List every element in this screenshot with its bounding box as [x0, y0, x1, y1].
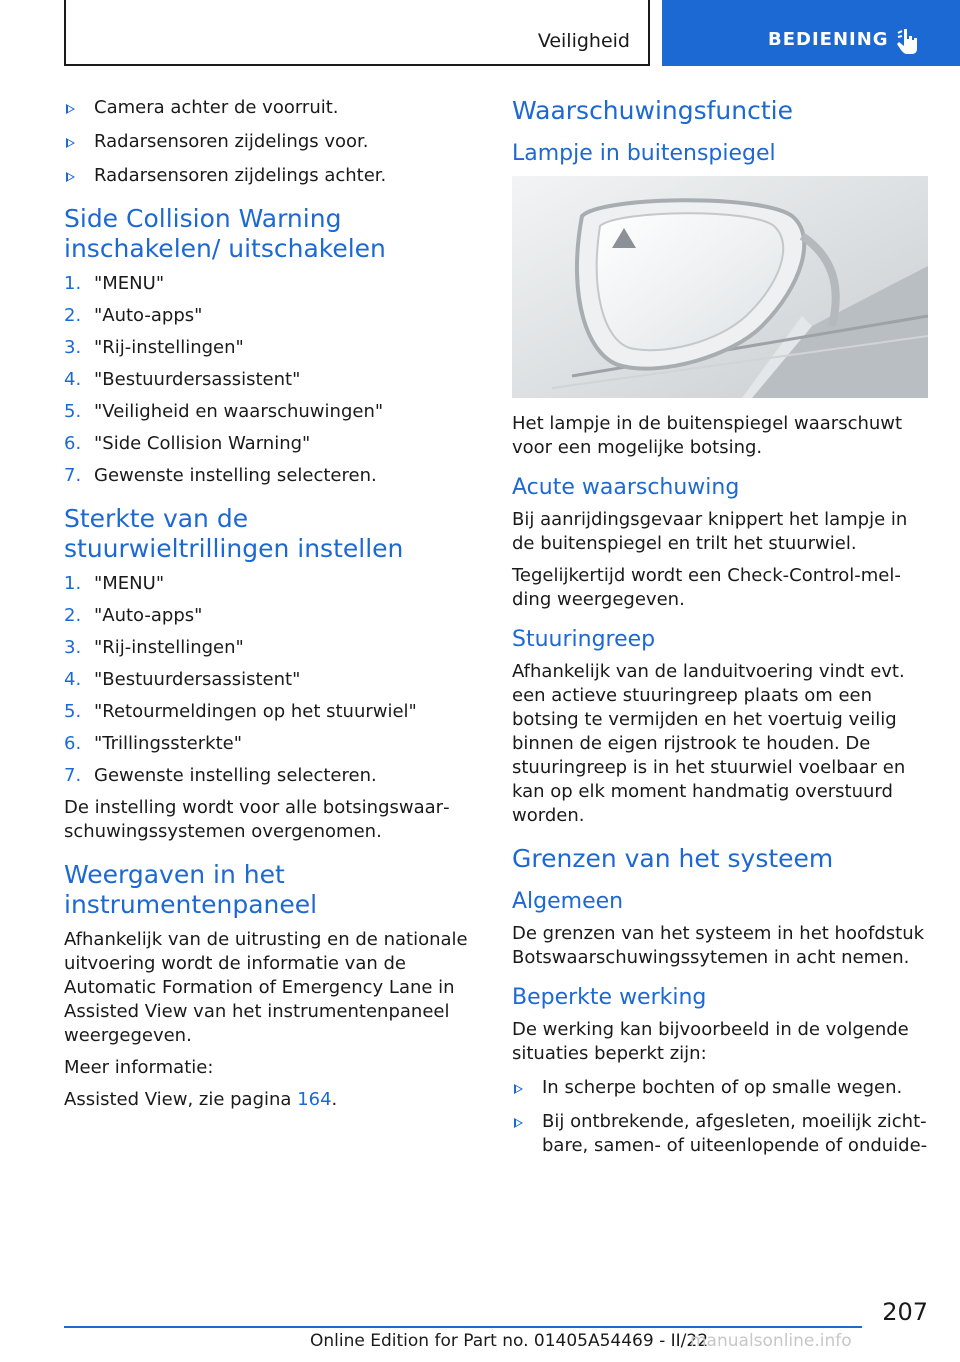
- subsection-heading: Stuuringreep: [512, 627, 656, 652]
- header-chapter-box: [662, 0, 960, 66]
- list-item: 7. Gewenste instelling selecteren.: [64, 765, 377, 786]
- list-item: 3. "Rij-instellingen": [64, 337, 244, 358]
- triangle-bullet-icon: [66, 172, 75, 182]
- left-column: [64, 96, 476, 1120]
- paragraph: Tegelijkertijd wordt een Check-Control-melding weergegeven.: [512, 565, 901, 610]
- list-item: 1. "MENU": [64, 273, 165, 294]
- list-item: 7. Gewenste instelling selecteren.: [64, 465, 377, 486]
- paragraph: De grenzen van het systeem in het hoofdstuk Botswaarschuwingssytemen in acht nemen.: [512, 923, 925, 968]
- list-item: Radarsensoren zijdelings voor.: [64, 130, 476, 154]
- list-item: 4. "Bestuurdersassistent": [64, 369, 301, 390]
- footer-divider: [64, 1326, 862, 1328]
- list-item: 5. "Veiligheid en waarschuwingen": [64, 401, 384, 422]
- list-item: Radarsensoren zijdelings achter.: [64, 164, 476, 188]
- list-item: 1. "MENU": [64, 573, 165, 594]
- paragraph: Het lampje in de buitenspiegel waarschuwt voor een mogelijke botsing.: [512, 413, 903, 458]
- right-column: [512, 96, 932, 1168]
- triangle-bullet-icon: [514, 1084, 523, 1094]
- paragraph: De instelling wordt voor alle botsingswaarschuwingssystemen overgenomen.: [64, 797, 450, 842]
- triangle-bullet-icon: [66, 104, 75, 114]
- list-item: Bij ontbrekende, afgesleten, moeilijk zichtbare, samen- of uiteenlopende of onduide-: [512, 1110, 932, 1158]
- subsection-heading: Acute waarschuwing: [512, 475, 740, 500]
- side-mirror-image: [512, 176, 928, 398]
- paragraph: De werking kan bijvoorbeeld in de volgende situaties beperkt zijn:: [512, 1019, 909, 1064]
- section-heading: Weergaven in het instrumentenpaneel: [64, 860, 318, 919]
- limitation-list: [512, 1076, 932, 1158]
- paragraph: Bij aanrijdingsgevaar knippert het lampje in de buitenspiegel en trilt het stuurwiel.: [512, 509, 908, 554]
- paragraph: Afhankelijk van de uitrusting en de nationale uitvoering wordt de informatie van de Automatic Formation of Emergency Lane in Assisted View van het instrumentenpaneel weergegeven.: [64, 929, 468, 1046]
- list-item: 5. "Retourmeldingen op het stuurwiel": [64, 701, 417, 722]
- paragraph: Assisted View, zie pagina 164.: [64, 1089, 338, 1110]
- header-chapter-title: BEDIENING: [768, 29, 889, 50]
- paragraph: Meer informatie:: [64, 1057, 214, 1078]
- page-number: 207: [882, 1298, 928, 1326]
- section-heading: Grenzen van het systeem: [512, 844, 834, 873]
- list-item: 3. "Rij-instellingen": [64, 637, 244, 658]
- list-item: Camera achter de voorruit.: [64, 96, 476, 120]
- list-item: 2. "Auto-apps": [64, 305, 203, 326]
- list-item: 2. "Auto-apps": [64, 605, 203, 626]
- paragraph: Afhankelijk van de landuitvoering vindt evt. een actieve stuuringreep plaats om een botsing te vermijden en het voertuig veilig binnen de eigen rijstrook te houden. De stuuringreep is in het stuurwiel voelbaar en kan op elk moment handmatig overstuurd worden.: [512, 661, 906, 826]
- page-link[interactable]: 164: [297, 1089, 332, 1110]
- section-heading: Sterkte van de stuurwieltrillingen instellen: [64, 504, 404, 563]
- sensor-list: [64, 96, 476, 188]
- section-heading: Side Collision Warning inschakelen/ uitschakelen: [64, 204, 386, 263]
- subsection-heading: Beperkte werking: [512, 985, 707, 1010]
- steps-list: [64, 272, 476, 488]
- header-section-title: Veiligheid: [537, 30, 630, 52]
- subsection-heading: Lampje in buitenspiegel: [512, 141, 776, 166]
- subsection-heading: Algemeen: [512, 889, 624, 914]
- header-section-box: [64, 0, 650, 66]
- list-item: In scherpe bochten of op smalle wegen.: [512, 1076, 932, 1100]
- list-item: 6. "Side Collision Warning": [64, 433, 311, 454]
- triangle-bullet-icon: [514, 1118, 523, 1128]
- hand-pointer-icon: [895, 27, 921, 55]
- list-item: 4. "Bestuurdersassistent": [64, 669, 301, 690]
- section-heading: Waarschuwingsfunctie: [512, 96, 793, 125]
- steps-list: [64, 572, 476, 788]
- triangle-bullet-icon: [66, 138, 75, 148]
- watermark: manualsonline.info: [690, 1331, 852, 1351]
- edition-text: Online Edition for Part no. 01405A54469 - II/22: [310, 1331, 709, 1351]
- list-item: 6. "Trillingssterkte": [64, 733, 242, 754]
